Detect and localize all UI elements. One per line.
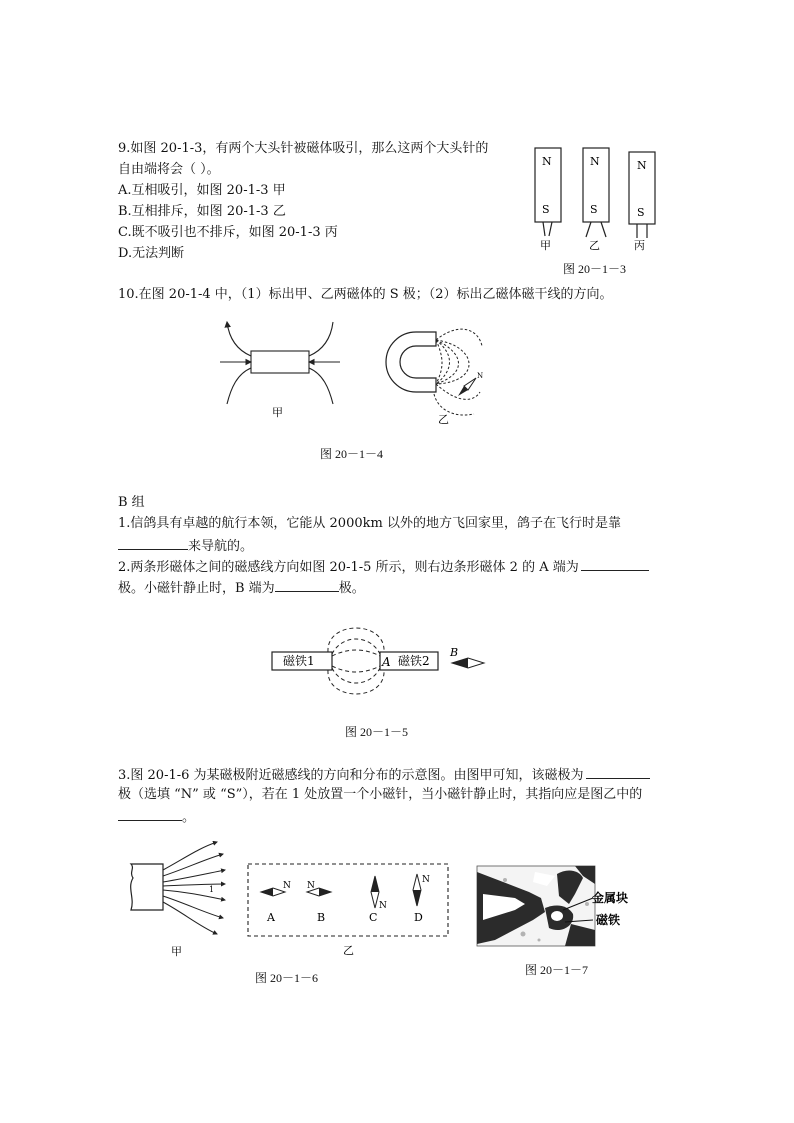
horseshoe-magnet — [386, 332, 436, 392]
magnet-2-label: 磁铁2 — [398, 654, 430, 668]
caption-20-1-4: 图 20－1－4 — [320, 447, 384, 461]
pole-n-yi: N — [590, 155, 600, 168]
needle-d-n: N — [422, 875, 430, 885]
b-q3-line1 — [118, 764, 650, 786]
b-q3-line2: 极（选填 “N” 或 “S”），若在 1 处放置一个小磁针，当小磁针静止时，其指向应是图乙中的 — [118, 787, 643, 802]
figure-20-1-5 — [270, 612, 495, 716]
pole-n-jia: N — [542, 155, 552, 168]
label-yi: 乙 — [589, 239, 600, 252]
option-a-label: A — [267, 911, 275, 924]
q9-stem-line1: 9.如图 20-1-3，有两个大头针被磁体吸引，那么这两个大头针的 — [118, 141, 489, 156]
b-q1-suffix: 来导航的。 — [188, 539, 254, 554]
caption-20-1-3: 图 20－1－3 — [563, 262, 627, 276]
answer-blank[interactable] — [581, 556, 649, 571]
pole-s-bing: S — [637, 206, 645, 219]
b-q3-suffix: 。 — [182, 810, 196, 825]
point-1-label: 1 — [209, 885, 215, 894]
b-q1-line2 — [118, 535, 253, 557]
end-a-label: A — [382, 655, 391, 669]
group-b-title: B 组 — [118, 495, 145, 510]
figure-20-1-3 — [525, 140, 665, 252]
bar-magnet-jia — [251, 351, 309, 373]
option-c-label: C — [369, 911, 378, 924]
caption-20-1-7: 图 20－1－7 — [525, 963, 589, 977]
caption-20-1-5: 图 20－1－5 — [345, 725, 409, 739]
figure-20-1-6-jia — [125, 838, 237, 962]
q9-stem-line2: 自由端将会（ ）。 — [118, 162, 220, 177]
answer-blank[interactable] — [118, 806, 182, 821]
q9-option-a: A.互相吸引，如图 20-1-3 甲 — [118, 183, 286, 198]
answer-blank[interactable] — [118, 535, 188, 550]
q9-option-c: C.既不吸引也不排斥，如图 20-1-3 丙 — [118, 225, 338, 240]
label-bing: 丙 — [634, 239, 645, 252]
figure-20-1-4-jia — [215, 318, 345, 418]
needle-b-n: N — [307, 881, 315, 891]
b-q2-text-2: 极。小磁针静止时，B 端为 — [118, 581, 275, 596]
pole-s-jia: S — [542, 203, 550, 216]
pole-n-bing: N — [637, 159, 647, 172]
needle-c-n: N — [379, 901, 387, 911]
label-jia: 甲 — [540, 239, 551, 252]
figure-20-1-7 — [475, 864, 645, 948]
option-b-label: B — [317, 911, 326, 924]
q9-option-b: B.互相排斥，如图 20-1-3 乙 — [118, 204, 286, 219]
needle-a-n: N — [283, 881, 291, 891]
figure-20-1-4-yi — [378, 318, 498, 426]
label-jia: 甲 — [171, 945, 182, 958]
b-q2-text: 2.两条形磁体之间的磁感线方向如图 20-1-5 所示，则右边条形磁体 2 的 A 端为 — [118, 560, 579, 575]
pole-s-yi: S — [590, 203, 598, 216]
label-jia: 甲 — [272, 406, 283, 418]
figure-20-1-6-yi — [245, 858, 455, 962]
magnet-label: 磁铁 — [596, 913, 621, 927]
end-b-label: B — [450, 646, 459, 659]
q10-stem: 10.在图 20-1-4 中，（1）标出甲、乙两磁体的 S 极；（2）标出乙磁体磁干线的方向。 — [118, 287, 613, 302]
option-d-label: D — [414, 911, 423, 924]
label-yi: 乙 — [438, 413, 449, 426]
metal-block-label: 金属块 — [592, 891, 629, 905]
magnet-1-label: 磁铁1 — [283, 654, 315, 668]
answer-blank[interactable] — [586, 764, 650, 779]
answer-blank[interactable] — [275, 577, 339, 592]
b-q3-text: 3.图 20-1-6 为某磁极附近磁感线的方向和分布的示意图。由图甲可知，该磁极为 — [118, 768, 584, 783]
b-q2-line2 — [118, 577, 365, 599]
caption-20-1-6: 图 20－1－6 — [255, 971, 319, 985]
label-yi: 乙 — [343, 944, 354, 957]
b-q1-line1: 1.信鸽具有卓越的航行本领，它能从 2000km 以外的地方飞回家里，鸽子在飞行时是靠 — [118, 516, 621, 531]
b-q3-line3 — [118, 806, 195, 828]
magnet-pole-block — [131, 864, 163, 910]
b-q2-line1 — [118, 556, 649, 578]
b-q2-text-3: 极。 — [338, 581, 365, 596]
q9-option-d: D.无法判断 — [118, 246, 185, 261]
needle-n-label: N — [477, 372, 484, 380]
